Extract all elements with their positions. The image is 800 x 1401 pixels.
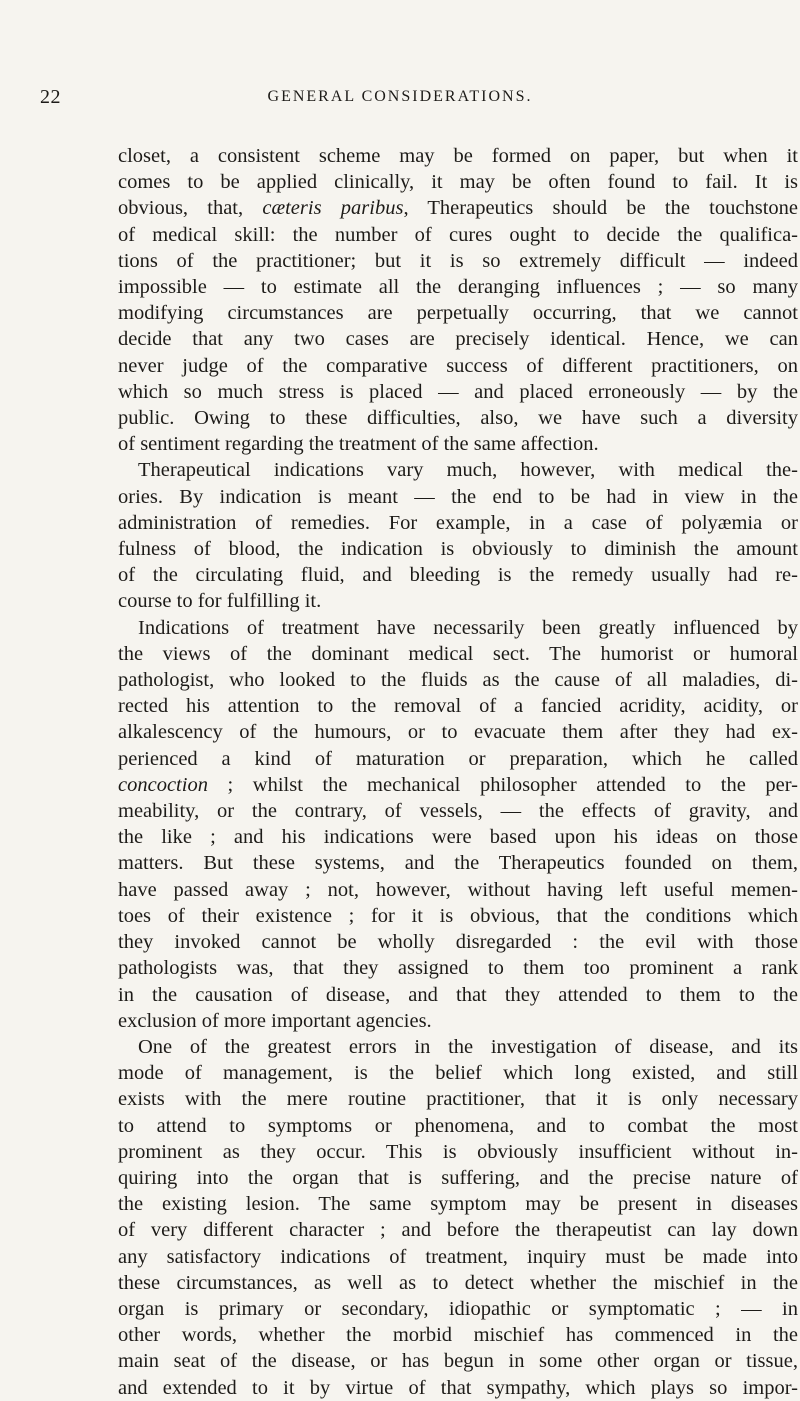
text-line: and extended to it by virtue of that sympathy, which plays so impor-: [118, 1376, 798, 1399]
text-line: ories. By indication is meant — the end to be had in view in the: [118, 485, 798, 508]
text-line: pathologist, who looked to the fluids as the cause of all maladies, di-: [118, 669, 798, 692]
text-line: any satisfactory indications of treatment, inquiry must be made into: [118, 1245, 798, 1268]
running-head: GENERAL CONSIDERATIONS.: [267, 88, 533, 105]
text-line: never judge of the comparative success of different practitioners, on: [118, 354, 798, 377]
text-line: pathologists was, that they assigned to them too prominent a rank: [118, 957, 798, 980]
body-text: [118, 143, 798, 1401]
text-line: administration of remedies. For example, in a case of polyæmia or: [118, 511, 798, 534]
text-line: comes to be applied clinically, it may be often found to fail. It is: [118, 171, 798, 194]
text-line: main seat of the disease, or has begun in some other organ or tissue,: [118, 1350, 798, 1373]
text-line: exclusion of more important agencies.: [118, 1009, 432, 1032]
text-line: concoction ; whilst the mechanical philosopher attended to the per-: [118, 773, 798, 796]
text-line: of the circulating fluid, and bleeding is the remedy usually had re-: [118, 564, 798, 587]
paragraph-2: [118, 457, 798, 614]
text-line: in the causation of disease, and that they attended to them to the: [118, 983, 798, 1006]
text-line: fulness of blood, the indication is obviously to diminish the amount: [118, 538, 798, 561]
text-line: meability, or the contrary, of vessels, — the effects of gravity, and: [118, 800, 798, 823]
page-number: 22: [40, 86, 61, 108]
text-line: toes of their existence ; for it is obvious, that the conditions which: [118, 904, 798, 927]
text-line: tions of the practitioner; but it is so extremely difficult — indeed: [118, 249, 798, 272]
text-line: organ is primary or secondary, idiopathic or symptomatic ; — in: [118, 1297, 798, 1320]
text-line: which so much stress is placed — and placed erroneously — by the: [118, 380, 798, 403]
text-line: alkalescency of the humours, or to evacuate them after they had ex-: [118, 721, 798, 744]
page-header: [0, 86, 800, 110]
paragraph-4: [118, 1034, 798, 1401]
text-line: decide that any two cases are precisely identical. Hence, we can: [118, 328, 798, 351]
text-line: perienced a kind of maturation or preparation, which he called: [118, 747, 798, 770]
text-line: Therapeutical indications vary much, however, with medical the-: [138, 459, 798, 482]
text-line: the like ; and his indications were based upon his ideas on those: [118, 826, 798, 849]
text-line: public. Owing to these difficulties, also, we have such a diversity: [118, 407, 798, 430]
text-line: other words, whether the morbid mischief has commenced in the: [118, 1324, 798, 1347]
text-line: course to for fulfilling it.: [118, 590, 322, 613]
text-line: of medical skill: the number of cures ought to decide the qualifica-: [118, 223, 798, 246]
text-line: Indications of treatment have necessarily been greatly influenced by: [138, 616, 798, 639]
text-line: the existing lesion. The same symptom may be present in diseases: [118, 1193, 798, 1216]
text-line: they invoked cannot be wholly disregarded : the evil with those: [118, 931, 798, 954]
text-line: matters. But these systems, and the Therapeutics founded on them,: [118, 852, 798, 875]
text-line: closet, a consistent scheme may be formed on paper, but when it: [118, 145, 798, 167]
text-line: the views of the dominant medical sect. The humorist or humoral: [118, 642, 798, 665]
paragraph-1: [118, 143, 798, 457]
text-line: mode of management, is the belief which long existed, and still: [118, 1062, 798, 1085]
text-line: obvious, that, cæteris paribus, Therapeutics should be the touchstone: [118, 197, 798, 220]
text-line: to attend to symptoms or phenomena, and to combat the most: [118, 1114, 798, 1137]
text-line: prominent as they occur. This is obviously insufficient without in-: [118, 1140, 798, 1163]
text-line: have passed away ; not, however, without having left useful memen-: [118, 878, 798, 901]
text-line: of very different character ; and before the therapeutist can lay down: [118, 1219, 798, 1242]
text-line: these circumstances, as well as to detect whether the mischief in the: [118, 1271, 798, 1294]
paragraph-3: [118, 615, 798, 1034]
text-line: impossible — to estimate all the deranging influences ; — so many: [118, 276, 798, 299]
text-line: of sentiment regarding the treatment of the same affection.: [118, 433, 599, 456]
text-line: rected his attention to the removal of a fancied acridity, acidity, or: [118, 695, 798, 718]
text-line: exists with the mere routine practitioner, that it is only necessary: [118, 1088, 798, 1111]
text-line: One of the greatest errors in the investigation of disease, and its: [138, 1035, 798, 1058]
text-line: modifying circumstances are perpetually occurring, that we cannot: [118, 302, 798, 325]
text-line: quiring into the organ that is suffering, and the precise nature of: [118, 1166, 798, 1189]
